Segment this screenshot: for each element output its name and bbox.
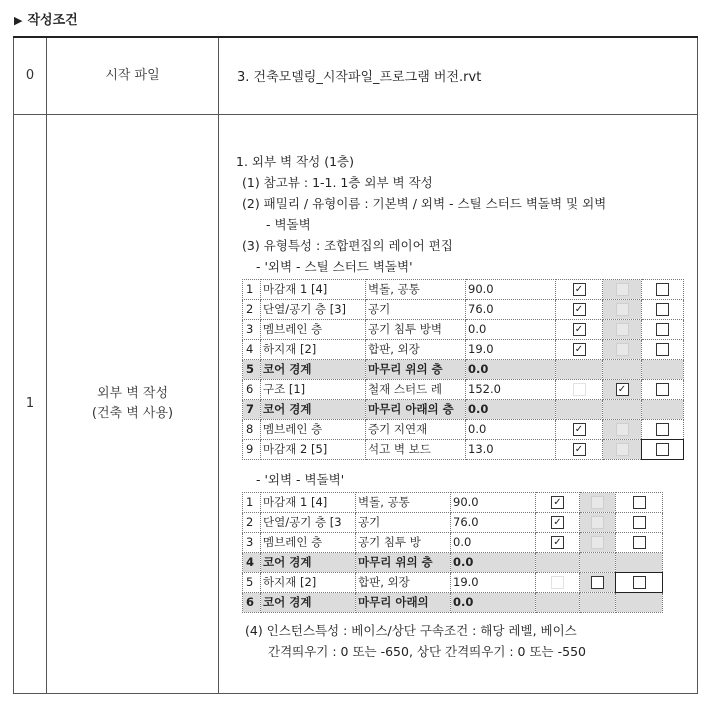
layer-wrap-checkbox-cell <box>536 492 580 512</box>
layer-function: 하지재 [2] <box>261 339 366 359</box>
layer-number: 7 <box>243 399 261 419</box>
layer-variable-checkbox-cell <box>642 279 684 299</box>
layer-wrap-checkbox[interactable]: ✓ <box>573 283 586 296</box>
layer-material: 합판, 외장 <box>366 339 466 359</box>
layer-variable-checkbox-cell <box>642 439 684 459</box>
layer-number: 3 <box>243 319 261 339</box>
layer-wrap-checkbox[interactable]: ✓ <box>551 516 564 529</box>
layer-structural-checkbox[interactable]: ✓ <box>616 383 629 396</box>
layer-row <box>243 492 663 512</box>
layer-structural-checkbox[interactable] <box>591 516 604 529</box>
layer-wrap-checkbox[interactable]: ✓ <box>573 323 586 336</box>
layer-thickness: 152.0 <box>466 379 556 399</box>
layer-thickness: 90.0 <box>466 279 556 299</box>
layer-row <box>243 319 684 339</box>
layer-number: 6 <box>243 379 261 399</box>
layer-thickness: 0.0 <box>451 592 536 612</box>
content-title: 1. 외부 벽 작성 (1층) <box>236 153 354 169</box>
layer-variable-checkbox[interactable] <box>633 536 646 549</box>
layer-row <box>243 379 684 399</box>
layer-number: 5 <box>243 572 261 592</box>
layer-thickness: 90.0 <box>451 492 536 512</box>
layer-thickness: 76.0 <box>451 512 536 532</box>
layer-structural-checkbox[interactable] <box>616 423 629 436</box>
layer-function: 멤브레인 층 <box>261 532 356 552</box>
layer-material: 마무리 위의 층 <box>366 359 466 379</box>
row-number: 0 <box>14 37 47 114</box>
layer-structural-checkbox[interactable] <box>616 343 629 356</box>
layer-material: 공기 침투 방벽 <box>366 319 466 339</box>
layer-variable-checkbox[interactable] <box>656 303 669 316</box>
content-item-4-line2: 간격띄우기 : 0 또는 -650, 상단 간격띄우기 : 0 또는 -550 <box>268 643 586 659</box>
layer-number: 8 <box>243 419 261 439</box>
layer-variable-checkbox[interactable] <box>633 496 646 509</box>
layer-row <box>243 359 684 379</box>
layer-row <box>243 532 663 552</box>
layer-variable-checkbox-cell <box>642 399 684 419</box>
layer-structural-checkbox-cell <box>603 279 642 299</box>
start-file-value: 3. 건축모델링_시작파일_프로그램 버전.rvt <box>219 37 698 114</box>
layer-structural-checkbox[interactable] <box>616 443 629 456</box>
layer-number: 5 <box>243 359 261 379</box>
layer-variable-checkbox[interactable] <box>633 576 646 589</box>
layer-number: 9 <box>243 439 261 459</box>
layer-variable-checkbox-cell <box>642 299 684 319</box>
layer-material: 마무리 아래의 <box>356 592 451 612</box>
layer-structural-checkbox-cell <box>603 419 642 439</box>
content-item-1: (1) 참고뷰 : 1-1. 1층 외부 벽 작성 <box>242 174 433 190</box>
layer-variable-checkbox-cell <box>616 492 663 512</box>
layer-wrap-checkbox-cell <box>536 592 580 612</box>
content-item-3: (3) 유형특성 : 조합편집의 레이어 편집 <box>242 237 453 253</box>
layer-wrap-checkbox-cell <box>556 279 603 299</box>
layer-table-2 <box>242 492 663 613</box>
layer-function: 마감재 1 [4] <box>261 279 366 299</box>
layer-variable-checkbox-cell <box>642 359 684 379</box>
row-label-line2: (건축 벽 사용) <box>91 405 174 421</box>
layer-structural-checkbox-cell <box>580 532 616 552</box>
layer-variable-checkbox[interactable] <box>656 383 669 396</box>
layer-number: 4 <box>243 339 261 359</box>
layer-function: 멤브레인 층 <box>261 319 366 339</box>
layer-function: 단열/공기 층 [3 <box>261 512 356 532</box>
layer-table-1-title: - '외벽 - 스틸 스터드 벽돌벽' <box>256 258 413 274</box>
layer-wrap-checkbox-cell <box>556 399 603 419</box>
layer-structural-checkbox-cell <box>580 572 616 592</box>
layer-material: 벽돌, 공통 <box>366 279 466 299</box>
layer-material: 석고 벽 보드 <box>366 439 466 459</box>
layer-number: 3 <box>243 532 261 552</box>
layer-structural-checkbox-cell <box>580 592 616 612</box>
layer-thickness: 76.0 <box>466 299 556 319</box>
layer-thickness: 0.0 <box>466 399 556 419</box>
layer-function: 코어 경계 <box>261 359 366 379</box>
layer-variable-checkbox-cell <box>616 532 663 552</box>
layer-function: 구조 [1] <box>261 379 366 399</box>
row-label-line1: 외부 벽 작성 <box>96 385 169 401</box>
layer-number: 1 <box>243 492 261 512</box>
layer-material: 벽돌, 공통 <box>356 492 451 512</box>
layer-variable-checkbox[interactable] <box>633 516 646 529</box>
triangle-right-icon: ▶ <box>14 14 23 27</box>
layer-wrap-checkbox-cell <box>556 339 603 359</box>
layer-variable-checkbox-cell <box>616 512 663 532</box>
layer-variable-checkbox-cell <box>616 572 663 592</box>
layer-table-2-title: - '외벽 - 벽돌벽' <box>256 471 345 487</box>
layer-material: 공기 <box>356 512 451 532</box>
layer-variable-checkbox-cell <box>616 592 663 612</box>
content-item-2-line1: (2) 패밀리 / 유형이름 : 기본벽 / 외벽 - 스틸 스터드 벽돌벽 및 외벽 <box>242 195 607 211</box>
layer-wrap-checkbox[interactable]: ✓ <box>573 423 586 436</box>
layer-structural-checkbox-cell <box>603 439 642 459</box>
layer-thickness: 0.0 <box>451 532 536 552</box>
layer-number: 2 <box>243 299 261 319</box>
layer-wrap-checkbox-cell <box>556 319 603 339</box>
layer-variable-checkbox-cell <box>642 419 684 439</box>
layer-thickness: 0.0 <box>466 319 556 339</box>
layer-wrap-checkbox-cell <box>556 379 603 399</box>
layer-wrap-checkbox-cell <box>536 552 580 572</box>
layer-material: 마무리 아래의 층 <box>366 399 466 419</box>
layer-row <box>243 419 684 439</box>
layer-thickness: 0.0 <box>451 552 536 572</box>
layer-function: 코어 경계 <box>261 552 356 572</box>
layer-structural-checkbox-cell <box>603 339 642 359</box>
layer-thickness: 0.0 <box>466 359 556 379</box>
row-number: 1 <box>14 114 47 694</box>
layer-wrap-checkbox[interactable] <box>551 576 564 589</box>
layer-variable-checkbox-cell <box>642 379 684 399</box>
wall-content-cell <box>219 114 698 694</box>
layer-variable-checkbox[interactable] <box>656 443 669 456</box>
layer-row <box>243 592 663 612</box>
layer-row <box>243 279 684 299</box>
layer-function: 마감재 1 [4] <box>261 492 356 512</box>
layer-row <box>243 399 684 419</box>
layer-structural-checkbox-cell <box>603 359 642 379</box>
content-item-2-line2: - 벽돌벽 <box>266 216 311 232</box>
layer-function: 단열/공기 층 [3] <box>261 299 366 319</box>
layer-wrap-checkbox[interactable]: ✓ <box>551 536 564 549</box>
layer-row <box>243 552 663 572</box>
layer-structural-checkbox-cell <box>603 379 642 399</box>
layer-structural-checkbox[interactable] <box>616 283 629 296</box>
layer-function: 마감재 2 [5] <box>261 439 366 459</box>
layer-variable-checkbox[interactable] <box>656 423 669 436</box>
layer-wrap-checkbox-cell <box>536 512 580 532</box>
layer-thickness: 0.0 <box>466 419 556 439</box>
layer-material: 공기 침투 방 <box>356 532 451 552</box>
layer-wrap-checkbox[interactable] <box>573 383 586 396</box>
layer-number: 6 <box>243 592 261 612</box>
layer-material: 증기 지연재 <box>366 419 466 439</box>
layer-wrap-checkbox[interactable]: ✓ <box>551 496 564 509</box>
layer-wrap-checkbox-cell <box>556 359 603 379</box>
section-heading <box>14 9 78 28</box>
content-item-4-line1: (4) 인스턴스특성 : 베이스/상단 구속조건 : 해당 레벨, 베이스 <box>245 622 577 638</box>
layer-wrap-checkbox[interactable]: ✓ <box>573 443 586 456</box>
table-row <box>14 114 698 694</box>
layer-variable-checkbox-cell <box>642 339 684 359</box>
layer-structural-checkbox[interactable] <box>616 323 629 336</box>
layer-material: 공기 <box>366 299 466 319</box>
layer-table-1 <box>242 279 684 460</box>
layer-thickness: 19.0 <box>451 572 536 592</box>
layer-row <box>243 439 684 459</box>
layer-material: 철재 스터드 레 <box>366 379 466 399</box>
layer-row <box>243 512 663 532</box>
layer-structural-checkbox-cell <box>603 299 642 319</box>
layer-variable-checkbox[interactable] <box>656 283 669 296</box>
layer-function: 멤브레인 층 <box>261 419 366 439</box>
layer-function: 코어 경계 <box>261 592 356 612</box>
layer-structural-checkbox[interactable] <box>616 303 629 316</box>
layer-variable-checkbox[interactable] <box>656 323 669 336</box>
layer-wrap-checkbox-cell <box>556 439 603 459</box>
layer-structural-checkbox[interactable] <box>591 576 604 589</box>
layer-structural-checkbox-cell <box>580 512 616 532</box>
layer-wrap-checkbox-cell <box>536 532 580 552</box>
table-row <box>14 37 698 114</box>
section-title: 작성조건 <box>27 13 78 28</box>
layer-wrap-checkbox-cell <box>556 419 603 439</box>
layer-material: 합판, 외장 <box>356 572 451 592</box>
layer-material: 마무리 위의 층 <box>356 552 451 572</box>
layer-structural-checkbox-cell <box>580 492 616 512</box>
layer-structural-checkbox[interactable] <box>591 496 604 509</box>
layer-wrap-checkbox-cell <box>536 572 580 592</box>
layer-structural-checkbox-cell <box>603 399 642 419</box>
layer-variable-checkbox-cell <box>616 552 663 572</box>
layer-number: 4 <box>243 552 261 572</box>
row-label <box>47 114 219 694</box>
layer-row <box>243 339 684 359</box>
layer-variable-checkbox-cell <box>642 319 684 339</box>
layer-wrap-checkbox[interactable]: ✓ <box>573 343 586 356</box>
row-label: 시작 파일 <box>47 37 219 114</box>
layer-function: 코어 경계 <box>261 399 366 419</box>
layer-function: 하지재 [2] <box>261 572 356 592</box>
layer-number: 2 <box>243 512 261 532</box>
conditions-table <box>13 36 698 694</box>
layer-variable-checkbox[interactable] <box>656 343 669 356</box>
layer-thickness: 13.0 <box>466 439 556 459</box>
layer-row <box>243 299 684 319</box>
layer-thickness: 19.0 <box>466 339 556 359</box>
layer-structural-checkbox-cell <box>580 552 616 572</box>
layer-row <box>243 572 663 592</box>
layer-number: 1 <box>243 279 261 299</box>
layer-wrap-checkbox[interactable]: ✓ <box>573 303 586 316</box>
layer-structural-checkbox-cell <box>603 319 642 339</box>
layer-structural-checkbox[interactable] <box>591 536 604 549</box>
layer-wrap-checkbox-cell <box>556 299 603 319</box>
